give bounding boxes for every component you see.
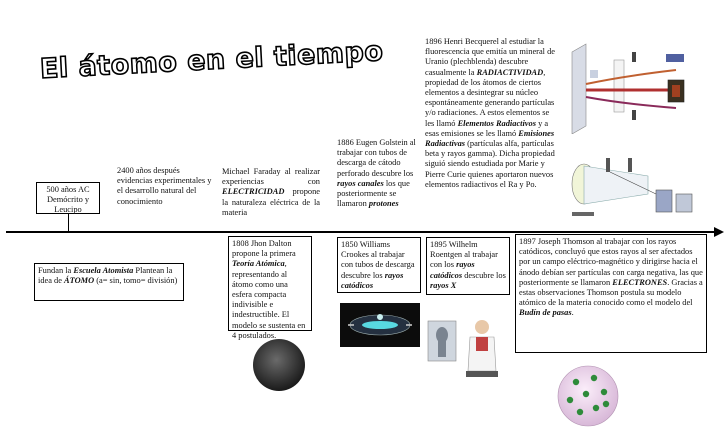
event-democritus: 500 años AC Demócrito y Leucipo — [36, 182, 100, 214]
roentgen-xray-image — [426, 315, 504, 379]
timeline-arrow-icon — [714, 227, 724, 237]
plum-pudding-image — [556, 364, 620, 428]
event-goldstein: 1886 Eugen Golstein al trabajar con tubos de descarga de cátodo perforado descubre los rayos canales los que posteriormente se llamaron protones — [337, 138, 416, 209]
crookes-tube-image — [340, 303, 420, 347]
event-roentgen: 1895 Wilhelm Roentgen al trabajar con los rayos catódicos descubre los rayos X — [426, 237, 510, 295]
dalton-sphere-image — [252, 338, 306, 392]
event-becquerel: 1896 Henri Becquerel al estudiar la fluorescencia que emitía un mineral de Uranio (plechblenda) descubre casualmente la RADIACTIVIDAD, propiedad de los átomos de ciertos elementos a desintegrar su núcleo espontáneamente generando partículas y/o radiaciones. A estos elementos se les llamó Elementos Radiactivos y a esas emisiones se les llamó Emisiones Radiactivas (partículas alfa, partículas beta y rayos gamma). Dicha propiedad siguió siendo estudiada por Marie y Pierre Curie quienes aportaron nuevos elementos radiactivos el Ra y Po. — [425, 37, 555, 189]
event-dalton: 1808 Jhon Dalton propone la primera Teoría Atómica, representando al átomo como una esfera compacta indivisible e indestructible. El modelo se sustenta en 4 postulados. — [228, 236, 312, 331]
tick-democritus — [68, 214, 69, 231]
event-faraday: Michael Faraday al realizar experiencias con ELECTRICIDAD propone la naturaleza eléctrica de la materia — [222, 167, 320, 217]
event-atomist-school: Fundan la Escuela Atomista Plantean la idea de ÁTOMO (a= sin, tomo= división) — [34, 263, 184, 301]
cathode-ray-apparatus-image — [566, 150, 698, 222]
page-title: El átomo en el tiempo — [39, 36, 385, 85]
timeline-axis — [6, 231, 718, 233]
event-crookes: 1850 Williams Crookes al trabajar con tubos de descarga descubre los rayos catódicos — [337, 237, 421, 293]
event-thomson: 1897 Joseph Thomson al trabajar con los rayos catódicos, concluyó que estos rayos al ser afectados por un campo eléctrico-magnético y dirigirse hacia el ánodo debían ser partículas con carga negativa, las que posteriormente se llamaron ELECTRONES. Gracias a estas observaciones Thomson postula su modelo atómico de la materia conocido como el modelo del Budín de pasas. — [515, 234, 707, 353]
event-2400-years: 2400 años después evidencias experimentales y el desarrollo natural del conocimiento — [117, 166, 212, 206]
radiation-deflection-image — [564, 42, 694, 134]
